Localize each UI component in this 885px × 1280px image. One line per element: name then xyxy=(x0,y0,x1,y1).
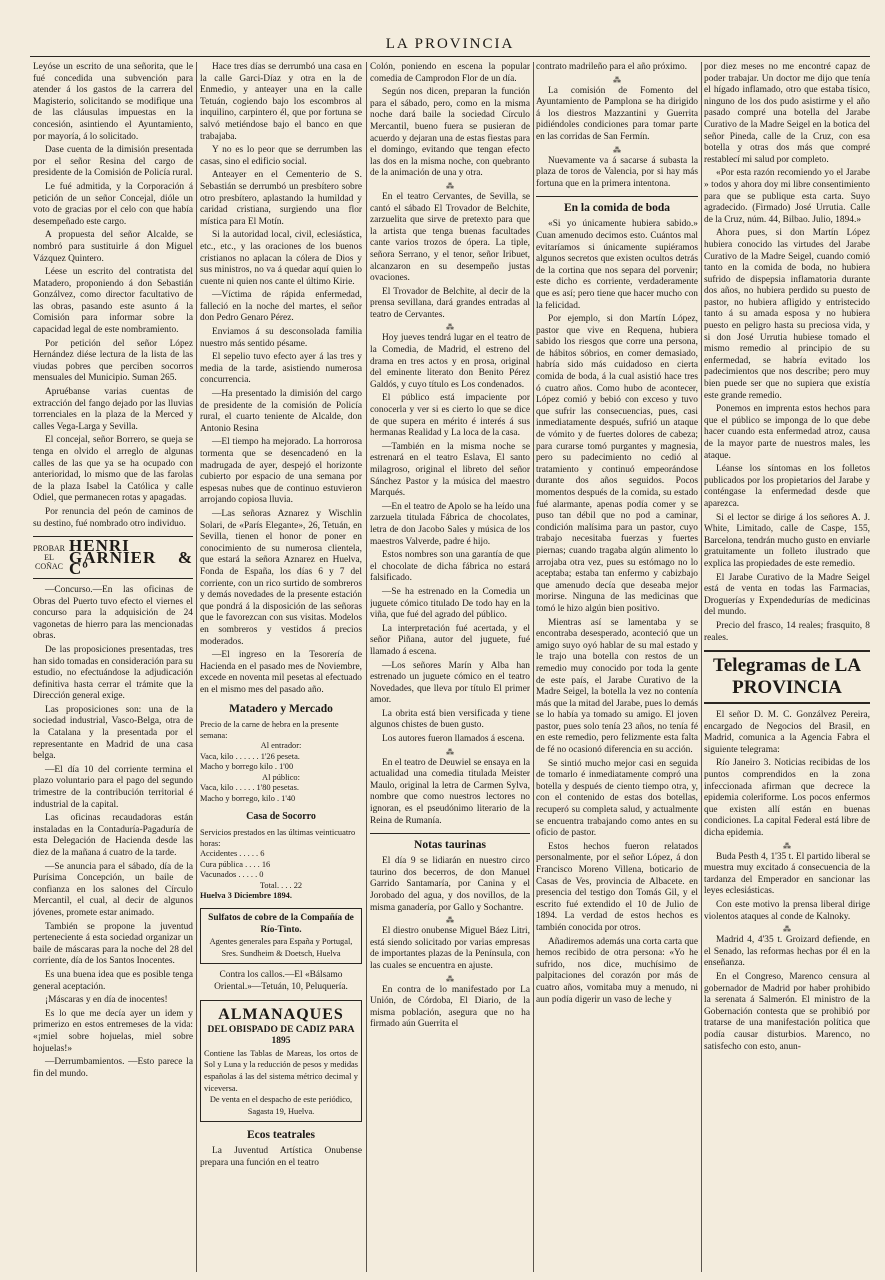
article-paragraph: Añadiremos además una corta carta que hemos recibido de otra persona: «Yo he sufrido, nos dice, muchísimo de palpitaciones del corazón por más de cuatro años, vomitaba muy a menudo, ni aun podía digerir un vaso de leche y xyxy=(536,936,698,1005)
article-paragraph: Ahora pues, si don Martín López hubiera conocido las virtudes del Jarabe Curativo de la Madre Seigel, cuando comió tanto en la comida de boda, no hubiera sufrido de dispepsia inflamatoria durante dos años, no hubiera perdido su puesto de pastor, no hubiera afligido y entristecido tanto á su amada esposa y no hubiera puesto en peligro hasta su preciosa vida, y si don José Urrutia hubiese tomado el mismo remedio al principio de su enfermedad, se habría evitado los padecimientos que nos describe; pero muy bien puede ser que no supiera que existía este grande remedio. xyxy=(704,228,870,401)
article-paragraph: En el teatro Cervantes, de Sevilla, se cantó el sábado El Trovador de Belchite, zarzuelita que sirve de pretexto para que la artista que tenga buenas facultades cante varios trozos de ópera. La tiple, señora Serrano, y el tenor, señor Iribuet, alcanzaron en su desempeño justas ovaciones. xyxy=(370,191,530,284)
article-paragraph: «Si yo únicamente hubiera sabido.» Cuan amenudo decimos esto. Cuántos mal evitaríamos si únicamente supiéramos algunos secretos que existen ocultos detrás de la cortina que nos separa del porvenir; este dicho es corriente, verdaderamente que es así; pero tiene que hacer mucho con la felicidad. xyxy=(536,219,698,311)
article-paragraph: Es una buena idea que es posible tenga general aceptación. xyxy=(33,969,193,992)
article-paragraph: El diestro onubense Miguel Báez Litri, está siendo solicitado por varias empresas de importantes plazas de la Península, con las cuales se encuentra en ajuste. xyxy=(370,926,530,971)
article-paragraph: Hace tres días se derrumbó una casa en la calle Garci-Díaz y otra en la de Enmedio, y anteayer una en la calle Tetuán, cogiendo bajo los escombros al inquilino, carpintero él, que por fortuna se salvó metiéndose bajo el banco en que trabajaba. xyxy=(200,62,362,142)
socorro-subtitle: Servicios prestados en las últimas veinticuatro horas: xyxy=(200,828,356,848)
almanaques-advert xyxy=(200,1000,362,1123)
column-divider xyxy=(533,62,534,1272)
article-paragraph: El señor D. M. C. Gonzálvez Pereira, encargado de Negocios del Brasil, en Madrid, comunica a la Agencia Fabra el siguiente telegrama: xyxy=(704,710,870,755)
article-paragraph: Nuevamente va á sacarse á subasta la plaza de toros de Valencia, por si hay más fortuna que en la primera intentona. xyxy=(536,155,698,189)
article-paragraph: La comisión de Fomento del Ayuntamiento de Pamplona se ha dirigido á los diestros Mazzantini y Guerrita pidiéndoles condiciones para tomar parte en las corridas de San Fermín. xyxy=(536,85,698,142)
separator-stars: ⁂ xyxy=(446,181,454,191)
article-paragraph: En contra de lo manifestado por La Unión, de Córdoba, El Diario, de la misma población, asegura que no ha firmado aún Guerrita el xyxy=(370,984,530,1030)
almanaques-title: ALMANAQUES xyxy=(218,1005,344,1023)
article-paragraph: Es lo que me decía ayer un idem y primerizo en estos entremeses de la vida: «¡miel sobre hojuelas, miel sobre hojuelas!» xyxy=(33,1008,193,1054)
separator-stars: ⁂ xyxy=(446,323,454,333)
column-divider xyxy=(701,62,702,1272)
article-paragraph: En el Congreso, Marenco censura al gobernador de Madrid por haber prohibido la serenata á Salmerón. El ministro de la Gobernación contesta que se prohibió por tratarse de una manifestación política que podía causar disturbios. Marenco, no satisfecho con esto, anun- xyxy=(704,971,870,1052)
article-paragraph: Léanse los síntomas en los folletos publicados por los propietarios del Jarabe y conténgase la enfermedad desde que aparezca. xyxy=(704,464,870,509)
article-paragraph: El público está impaciente por conocerla y ver si es cierto lo que se dice de que supera en mérito é interés á sus hermanas Realidad y La loca de la casa. xyxy=(370,393,530,439)
article-paragraph: La obrita está bien versificada y tiene algunos chistes de buen gusto. xyxy=(370,708,530,731)
article-paragraph: «Por esta razón recomiendo yo el Jarabe » todos y ahora doy mi libre consentimiento para que se publique esta carta. Suyo agradecido. (Firmado) José Urrutia. Calle de la Cruz, núm. 44, Bilbao. Julio, 1894.» xyxy=(704,168,870,225)
article-paragraph: Y no es lo peor que se derrumben las casas, sino el edificio social. xyxy=(200,145,362,167)
article-paragraph: Madrid 4, 4'35 t. Groizard defiende, en el Senado, las reformas hechas por él en la enseñanza. xyxy=(704,935,870,969)
article-paragraph: El Trovador de Belchite, al decir de la prensa sevillana, dará grandes entradas al teatro de Cervantes. xyxy=(370,286,530,320)
callos-advert: Contra los callos.—El «Bálsamo Oriental.»—Tetuán, 10, Peluquería. xyxy=(214,970,348,992)
article-paragraph: El sepelio tuvo efecto ayer á las tres y media de la tarde, asistiendo numerosa concurrencia. xyxy=(200,352,362,386)
article-paragraph: —Concurso.—En las oficinas de Obras del Puerto tuvo efecto el viernes el concurso para la adquisición de 24 vagonetas de hierro para las mencionadas obras. xyxy=(33,584,193,642)
almanaques-text: Contiene las Tablas de Mareas, los ortos de Sol y Luna y la reducción de pesos y medidas españolas á las del sistema métrico decimal y viceversa. xyxy=(204,1048,358,1093)
column-1 xyxy=(33,62,193,1272)
separator-stars: ⁂ xyxy=(613,145,621,155)
socorro-stats xyxy=(200,828,362,902)
column-4 xyxy=(536,62,698,1272)
article-paragraph: El día 9 se lidiarán en nuestro circo taurino dos becerros, de don Manuel Garrido Santamaría, por Canina y el Jorobado del agua, y dos novillos, de la misma ganadería, por Gallo y Sochantre. xyxy=(370,856,530,913)
article-paragraph: En el teatro de Deuwiel se ensaya en la actualidad una comedia titulada Meister Maulo, original la letra de Carmen Sylva, nombre que como nuestros lectores no ignoran, es el pseudónimo literario de la Reina de Rumanía. xyxy=(370,757,530,826)
separator-stars: ⁂ xyxy=(613,75,621,85)
article-paragraph: La interpretación fué acertada, y el señor Piñana, autor del juguete, fué llamado á escena. xyxy=(370,623,530,657)
article-paragraph: También se propone la juventud perteneciente á esta sociedad organizar un baile de máscaras para la noche del 28 del corriente, día de los Santos Inocentes. xyxy=(33,921,193,967)
separator-stars: ⁂ xyxy=(783,841,791,851)
column-divider xyxy=(366,62,367,1272)
article-paragraph: Río Janeiro 3. Noticias recibidas de los puntos comprendidos en la zona infeccionada afirman que decrece la epidemia coleriforme. Los pocos enfermos que existen allí están en buenas condiciones. La capital Federal está libre de dicha epidemia. xyxy=(704,758,870,839)
article-paragraph: —El tiempo ha mejorado. La horrorosa tormenta que se desencadenó en la madrugada de ayer, despejó el horizonte cubierto por espacio de una semana por espesas nubes que de continuo estuvieron arrojando copiosa lluvia. xyxy=(200,437,362,506)
article-paragraph: Con este motivo la prensa liberal dirige violentos ataques al conde de Kalnoky. xyxy=(704,900,870,922)
almanaques-sale: De venta en el despacho de este periódico, Sagasta 19, Huelva. xyxy=(209,1095,353,1116)
cognac-advert-left: PROBAR EL COÑAC xyxy=(33,544,66,572)
article-paragraph: Estos nombres son una garantía de que el chocolate de dicha fábrica no estará falsificado. xyxy=(370,550,530,584)
article-paragraph: Le fué admitida, y la Corporación á petición de un señor Concejal, dióle un voto de gracias por el celo con que había desempeñado este cargo. xyxy=(33,181,193,227)
article-paragraph: Por renuncia del peón de caminos de su destino, fué nombrado otro individuo. xyxy=(33,506,193,529)
article-paragraph: contrato madrileño para el año próximo. xyxy=(536,62,687,72)
article-paragraph: Anteayer en el Cementerio de S. Sebastián se derrumbó un presbítero sobre otro presbítero, aplastando la humildad y caridad cristiana, surgiendo una flor mística para El Motín. xyxy=(200,170,362,227)
cognac-advert xyxy=(33,536,193,579)
article-paragraph: La Juventud Artística Onubense prepara una función en el teatro xyxy=(200,1146,362,1168)
market-row: Macho y borrego kilo . 1'00 xyxy=(200,762,294,772)
article-paragraph: Si la autoridad local, civil, eclesiástica, etc., etc., y las oraciones de los buenos cristianos no aplacan la cólera de Dios y sus ministros, no va á quedar aquí quien lo cuente ni quien nos cante el último Kirie. xyxy=(200,230,362,287)
almanaques-subtitle: DEL OBISPADO DE CADIZ PARA 1895 xyxy=(207,1024,355,1047)
market-row: Macho y borrego, kilo . 1'40 xyxy=(200,793,296,803)
report-date: Huelva 3 Diciembre 1894. xyxy=(200,891,292,901)
socorro-total: Total. . . . 22 xyxy=(259,880,303,890)
article-paragraph: Precio del frasco, 14 reales; frasquito, 8 reales. xyxy=(704,620,870,643)
section-heading-ecos: Ecos teatrales xyxy=(246,1129,316,1142)
column-5 xyxy=(704,62,870,1272)
article-paragraph: El concejal, señor Borrero, se queja se tenga en olvido el arreglo de algunas calles de las que ya se ha ocupado con anterioridad, lo mismo que de las farolas de la plaza Isabel la Católica y calle Odiel, que permanecen rotas y apagadas. xyxy=(33,435,193,504)
market-row: Vaca, kilo . . . . . . 1'26 peseta. xyxy=(200,751,300,761)
article-paragraph: Colón, poniendo en escena la popular comedia de Camprodon Flor de un día. xyxy=(370,62,530,84)
separator-stars: ⁂ xyxy=(446,916,454,926)
column-divider xyxy=(196,62,197,1272)
article-paragraph: ¡Máscaras y en día de inocentes! xyxy=(45,995,168,1006)
separator-stars: ⁂ xyxy=(783,925,791,935)
article-paragraph: —Derrumbamientos. —Esto parece la fin del mundo. xyxy=(33,1057,193,1079)
socorro-row: Accidentes . . . . . 6 xyxy=(200,849,265,859)
market-label: Al público: xyxy=(262,772,300,782)
article-paragraph: Dase cuenta de la dimisión presentada por el señor Resina del cargo de presidente de la Comisión de Policía rural. xyxy=(33,145,193,179)
article-paragraph: —Se ha estrenado en la Comedia un juguete cómico titulado De todo hay en la viña, que fué del agrado del público. xyxy=(370,586,530,621)
article-paragraph: Buda Pesth 4, 1'35 t. El partido liberal se muestra muy excitado á consecuencia de la tardanza del Emperador en sancionar las leyes eclesiásticas. xyxy=(704,851,870,897)
section-heading-socorro: Casa de Socorro xyxy=(246,811,316,823)
article-paragraph: Se sintió mucho mejor casi en seguida de tomarlo é inmediatamente compró una botella y después de ciento tiempo otra, y, con el contenido de estas dos botellas, recuperó su completa salud, y actualmente se encuentra trabajando como antes en su oficio de pastor. xyxy=(536,758,698,839)
article-paragraph: —En el teatro de Apolo se ha leído una zarzuela titulada Fábrica de chocolates, letra de don Jacobo Sales y música de los maestros Valverde, padre é hijo. xyxy=(370,501,530,547)
article-paragraph: —El ingreso en la Tesorería de Hacienda en el pasado mes de Noviembre, excede en noventa mil pesetas al efectuado en el mismo mes del pasado año. xyxy=(200,650,362,695)
article-paragraph: Enviamos á su desconsolada familia nuestro más sentido pésame. xyxy=(200,327,362,349)
article-paragraph: —Víctima de rápida enfermedad, falleció en la noche del martes, el señor don Pedro Genaro Pérez. xyxy=(200,290,362,324)
article-paragraph: Las oficinas recaudadoras están instaladas en la Contaduría-Pagaduría de esta Delegación de Hacienda desde las diez de la mañana á cuatro de la tarde. xyxy=(33,813,193,858)
column-3 xyxy=(370,62,530,1272)
separator-stars: ⁂ xyxy=(446,974,454,984)
article-paragraph: Estos hechos fueron relatados personalmente, por el señor López, á don Francisco Moreno Villena, boticario de Casas de Ves, provincia de Albacete. en presencia del testigo don Tomás Gil, y el escrito fué extendido el 10 de Julio de 1894. La verdad de estos hechos es también conocida por otros. xyxy=(536,841,698,933)
article-paragraph: Leyóse un escrito de una señorita, que le fué concedida una subvención para atender á los gastos de la carrera del Magisterio, solicitando se modifique una de las cláusulas impuestas en la concesión, asintiendo el Ayuntamiento, por mayoría, á lo solicitado. xyxy=(33,62,193,142)
market-prices xyxy=(200,720,362,804)
article-paragraph: —Las señoras Aznarez y Wischlin Solari, de «París Elegante», 26, Tetuán, en Sevilla, tienen el honor de poner en conocimiento de su numerosa clientela, que estará la señora Aznarez en Huelva, Fonda de España, los días 6 y 7 del corriente, con un rico surtido de sombreros y demás novedades de la presente estación que pondrá á la disposición de las señoras que le favorezcan con sus visitas. Modelos en sombreros y vestidos á precios moderados. xyxy=(200,508,362,647)
article-paragraph: Según nos dicen, preparan la función para el sábado, pero, como en la misma noche dará baile la sociedad Círculo Mercantil, bueno fuera se pusieran de acuerdo y dejaran una de estas fiestas para el domingo, evitando que tengan efecto las dos en la misma noche, con quebranto de la animación de una y otra. xyxy=(370,87,530,179)
sulfatos-advert xyxy=(200,908,362,964)
article-paragraph: —También en la misma noche se estrenará en el teatro Eslava, El santo milagroso, original el libreto del señor Sánchez Pastor y la música del maestro Marqués. xyxy=(370,441,530,499)
article-paragraph: —Los señores Marín y Alba han estrenado un juguete cómico en el teatro Novedades, que lleva por título El primer amor. xyxy=(370,660,530,706)
article-paragraph: —El día 10 del corriente termina el plazo voluntario para el pago del segundo trimestre de la contribución territorial é industrial de la capital. xyxy=(33,764,193,810)
sulfatos-agents: Agentes generales para España y Portugal, Sres. Sundheim & Doetsch, Huelva xyxy=(209,937,353,958)
article-paragraph: De las proposiciones presentadas, tres han sido tomadas en consideración para su estudio, no efectuándose la adjudicación definitiva hasta cerrar el trámite que la Dirección general exige. xyxy=(33,644,193,702)
article-paragraph: Por ejemplo, si don Martín López, pastor que vive en Requena, hubiera sabido los riesgos que corre una persona, de hábitos sóbrios, en comer demasiado, habría sido más cuidadoso en cierta comida de boda, á la cual asistió hace tres ó cuatro años. Como hubo de acontecer, López comió y bebió con exceso y tuvo que sufrir las consecuencias, pues, casi inmediatamente después, sufrió un ataque de vómito y de fuertes dolores de cabeza; para curarse tomó purgantes y magnesia, pero su padecimiento no cedió al tratamiento y continuó empeorándose durante dos años seguidos. Pocos momentos después de la comida, su estado fué alarmante, apenas podía comer y se puso tan débil que no pod a caminar, condición malísima para un pastor, cuyo trabajo necesitaba fuerzas y fuertes piernas; cuando tragaba algún alimento lo arrojaba otra vez, pues su estómago no lo aceptaba; estaba tan enfermo y cabizbajo que amenudo decía que deseaba mejor morirse. Ninguna de las medicinas que tomó le hizo algún bien positivo. xyxy=(536,314,698,614)
newspaper-title: LA PROVINCIA xyxy=(385,36,515,52)
article-paragraph: Por petición del señor López Hernández diése lectura de la lista de las viudas pobres que perciben socorros mensuales del Municipio. Suman 265. xyxy=(33,338,193,384)
article-paragraph: Hoy jueves tendrá lugar en el teatro de la Comedia, de Madrid, el estreno del drama en tres actos y en prosa, original del eminente literato don Benito Pérez Galdós, y cuyo título es Los condenados. xyxy=(370,333,530,390)
sulfatos-title: Sulfatos de cobre de la Compañía de Río-Tinto. xyxy=(208,912,354,935)
article-paragraph: Léese un escrito del contratista del Matadero, proponiendo á don Sebastián Gonzálvez, como director facultativo de las obras, pasando este asunto á la Comisión para informar sobre la capacidad legal de este nombramiento. xyxy=(33,267,193,336)
article-paragraph: Ponemos en imprenta estos hechos para que el público se imponga de lo que debe hacer cuando esta enfermedad atroz, causa de la mayor parte de nuestros males, les ataque. xyxy=(704,404,870,461)
article-paragraph: —Se anuncia para el sábado, día de la Purísima Concepción, un baile de confianza en los salones del Círculo Mercantil, el cual, al decir de algunos jóvenes, promete estar animado. xyxy=(33,861,193,918)
section-heading-matadero: Matadero y Mercado xyxy=(229,703,333,716)
article-paragraph: por diez meses no me encontré capaz de poder trabajar. Un doctor me dijo que tenía el hígado inflamado, otro que estaba tísico, ninguno de los dos pudo asistirme y el año pasado compré una botella del Jarabe Curativo de la Madre Seigel en la botica del señor Pineda, calle de la Cruz, con esa botella y otras dos más que compré restablecí mi salud por completo. xyxy=(704,62,870,165)
section-heading-boda: En la comida de boda xyxy=(536,196,698,215)
article-paragraph: Mientras así se lamentaba y se encontraba desesperado, aconteció que un amigo suyo oyó hablar de su mal estado y le trajo una botella con restos de un remedio muy conocido por toda la gente de este país, el Jarabe Curativo de la Madre Seigel, la botella la vez no contenía más que la mitad del Jarabe, pues lo demás se lo había ya tomado su amigo. El joven pastor, pues solo tenía 23 años, no tenía fé en este remedio, pero felizmente esta falta de fé no ocasionó diferencia en su acción. xyxy=(536,617,698,756)
article-paragraph: Si el lector se dirige á los señores A. J. White, Limitado, calle de Caspe, 155, Barcelona, tendrán mucho gusto en enviarle gratuitamente un folleto ilustrado que explica las propiedades de este remedio. xyxy=(704,512,870,569)
socorro-row: Vacunados . . . . . 0 xyxy=(200,870,264,880)
masthead xyxy=(30,28,870,57)
cognac-advert-brand: HENRI GARNIER & Cº xyxy=(69,536,193,579)
market-subtitle: Precio de la carne de hebra en la presente semana: xyxy=(200,720,339,740)
article-paragraph: El Jarabe Curativo de la Madre Seigel está de venta en todas las Farmacias, Droguerías y Expendedurías de medicinas del mundo. xyxy=(704,572,870,618)
separator-stars: ⁂ xyxy=(446,747,454,757)
section-heading-telegramas: Telegramas de LA PROVINCIA xyxy=(704,650,870,704)
market-row: Vaca, kilo . . . . . 1'80 pesetas. xyxy=(200,783,299,793)
column-2 xyxy=(200,62,362,1272)
market-label: Al entrador: xyxy=(260,741,302,751)
article-paragraph: Los autores fueron llamados á escena. xyxy=(382,734,525,745)
section-heading-taurinas: Notas taurinas xyxy=(370,833,530,852)
article-paragraph: —Ha presentado la dimisión del cargo de presidente de la comisión de Policía rural, el cuarto teniente de Alcalde, don Antonio Resina xyxy=(200,389,362,434)
article-paragraph: A propuesta del señor Alcalde, se nombró para sustituirle á don Miguel Vázquez Quintero. xyxy=(33,230,193,264)
article-paragraph: Apruébanse varias cuentas de extracción del fango dejado por las lluvias torrenciales en la plaza de la Merced y calles Vega-Larga y Sevilla. xyxy=(33,387,193,432)
article-paragraph: Las proposiciones son: una de la sociedad industrial, Vasco-Belga, otra de la Catalana y la presentada por el representante en Madrid de una casa belga. xyxy=(33,704,193,762)
socorro-row: Cura pública . . . . 16 xyxy=(200,859,271,869)
